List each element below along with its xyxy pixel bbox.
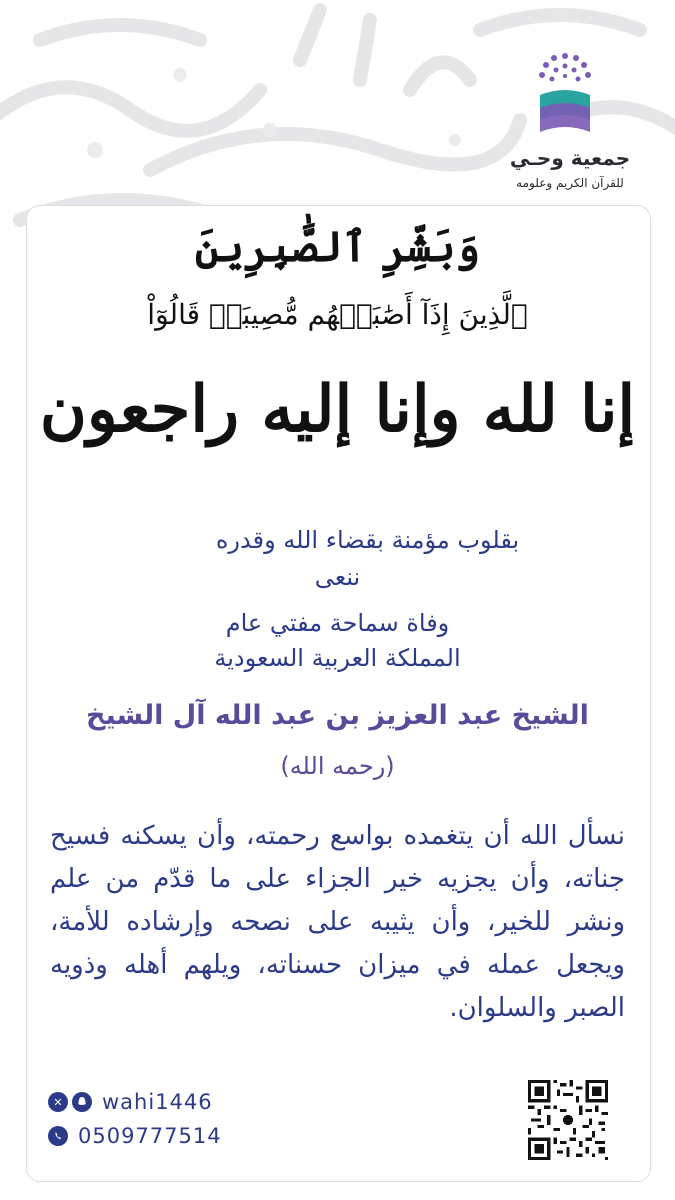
announcement-line-1: بقلوب مؤمنة بقضاء الله وقدره xyxy=(215,526,520,554)
condolence-card xyxy=(26,205,651,1182)
organization-subtitle: للقرآن الكريم وعلومه xyxy=(516,176,624,190)
announcement-line-3: وفاة سماحة مفتي عام xyxy=(225,609,450,637)
verse-line-1: وَبَشِّرِ ٱلصَّٰبِرِينَ xyxy=(194,222,481,271)
organization-name: جمعية وحـي xyxy=(509,146,631,170)
wahi-logo-icon xyxy=(530,50,600,140)
social-handle-row[interactable] xyxy=(48,1088,213,1116)
qr-code[interactable] xyxy=(528,1080,608,1160)
announcement-line-2: ننعى xyxy=(314,563,361,591)
whatsapp-icon[interactable] xyxy=(48,1126,68,1146)
deceased-name: الشيخ عبد العزيز بن عبد الله آل الشيخ xyxy=(86,700,589,731)
social-handle[interactable]: wahi1446 xyxy=(102,1090,213,1114)
deceased-prayer: (رحمه الله) xyxy=(280,752,395,780)
supplication-text: نسأل الله أن يتغمده بواسع رحمته، وأن يسكنه فسيح جناته، وأن يجزيه خير الجزاء على ما قدّم من علم ونشر للخير، وأن يثيبه على نصحه وإرشاده للأمة، ويجعل عمله في ميزان حسناته، ويلهم أهله وذويه الصبر والسلوان. xyxy=(50,821,625,1023)
snapchat-icon[interactable] xyxy=(72,1092,92,1112)
organization-logo xyxy=(500,50,640,200)
announcement-line-4: المملكة العربية السعودية xyxy=(214,644,461,672)
verse-line-3: إنا لله وإنا إليه راجعون xyxy=(39,372,636,447)
x-icon[interactable]: ✕ xyxy=(48,1092,68,1112)
phone-row[interactable] xyxy=(48,1122,222,1150)
verse-line-2: ٱلَّذِينَ إِذَآ أَصَٰبَتۡهُم مُّصِيبَةٞ قَالُوٓاْ xyxy=(147,298,528,331)
phone-number[interactable]: 0509777514 xyxy=(78,1124,222,1148)
contact-info xyxy=(48,1088,308,1158)
